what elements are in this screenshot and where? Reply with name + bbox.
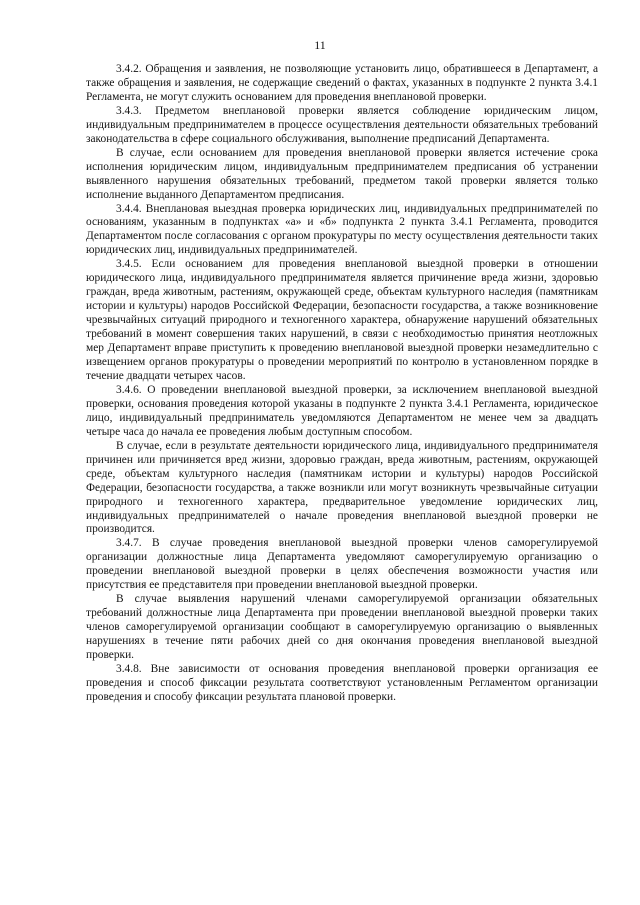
paragraph-3-4-5: 3.4.5. Если основанием для проведения внеплановой выездной проверки в отношении юридического лица, индивидуального предпринимателя является причинение вреда жизни, здоровью граждан, вреда животным, растениям, окружающей среде, объектам культурного наследия (памятникам истории и культуры) народов Российской Федерации, безопасности государства, а также возникновение чрезвычайных ситуаций природного и техногенного характера, обнаружение нарушений обязательных требований в момент совершения таких нарушений, в связи с необходимостью принятия неотложных мер Департамент вправе приступить к проведению внеплановой выездной проверки незамедлительно с извещением органов прокуратуры о проведении мероприятий по контролю в установленном порядке в течение двадцати четырех часов. [86,258,598,382]
document-body [86,63,598,705]
paragraph-3-4-7: 3.4.7. В случае проведения внеплановой выездной проверки членов саморегулируемой организации должностные лица Департамента уведомляют саморегулируемую организацию о проведении внеплановой выездной проверки в целях обеспечения возможности участия или присутствия ее представителя при проведении внеплановой выездной проверки. [86,537,598,592]
paragraph-3-4-8: 3.4.8. Вне зависимости от основания проведения внеплановой проверки организация ее проведения и способ фиксации результата соответствуют установленным Регламентом организации проведения и способу фиксации результата плановой проверки. [86,662,598,703]
paragraph-3-4-6: 3.4.6. О проведении внеплановой выездной проверки, за исключением внеплановой выездной проверки, основания проведения которой указаны в подпункте 2 пункта 3.4.1 Регламента, юридическое лицо, индивидуальный предприниматель уведомляются Департаментом не менее чем за двадцать четыре часа до начала ее проведения любым доступным способом. [86,383,598,438]
paragraph-3-4-6-case: В случае, если в результате деятельности юридического лица, индивидуального предпринимателя причинен или причиняется вред жизни, здоровью граждан, вреда животным, растениям, окружающей среде, объектам культурного наследия (памятникам истории и культуры) народов Российской Федерации, безопасности государства, а также возникли или могут возникнуть чрезвычайные ситуации природного и техногенного характера, предварительное уведомление юридических лиц, индивидуальных предпринимателей о начале проведения внеплановой выездной проверки не производится. [86,439,598,536]
paragraph-3-4-3: 3.4.3. Предметом внеплановой проверки является соблюдение юридическим лицом, индивидуальным предпринимателем в процессе осуществления деятельности обязательных требований законодательства в сфере социального обслуживания, выполнение предписаний Департамента. [86,104,598,145]
page-number: 11 [314,38,326,52]
paragraph-3-4-3-case: В случае, если основанием для проведения внеплановой проверки является истечение срока исполнения юридическим лицом, индивидуальным предпринимателем предписания об устранении выявленного нарушения обязательных требований, предметом такой проверки является только исполнение выданного Департаментом предписания. [86,146,598,201]
paragraph-3-4-4: 3.4.4. Внеплановая выездная проверка юридических лиц, индивидуальных предпринимателей по основаниям, указанным в подпунктах «а» и «б» подпункта 2 пункта 3.4.1 Регламента, проводится Департаментом после согласования с органом прокуратуры по месту осуществления деятельности таких юридических лиц, индивидуальных предпринимателей. [86,202,598,257]
paragraph-3-4-7-case: В случае выявления нарушений членами саморегулируемой организации обязательных требований должностные лица Департамента при проведении внеплановой выездной проверки таких членов саморегулируемой организации сообщают в саморегулируемую организацию о выявленных нарушениях в течение пяти рабочих дней со дня окончания проведения внеплановой выездной проверки. [86,593,598,662]
paragraph-3-4-2: 3.4.2. Обращения и заявления, не позволяющие установить лицо, обратившееся в Департамент, а также обращения и заявления, не содержащие сведений о фактах, указанных в подпункте 2 пункта 3.4.1 Регламента, не могут служить основанием для проведения внеплановой проверки. [86,63,598,103]
